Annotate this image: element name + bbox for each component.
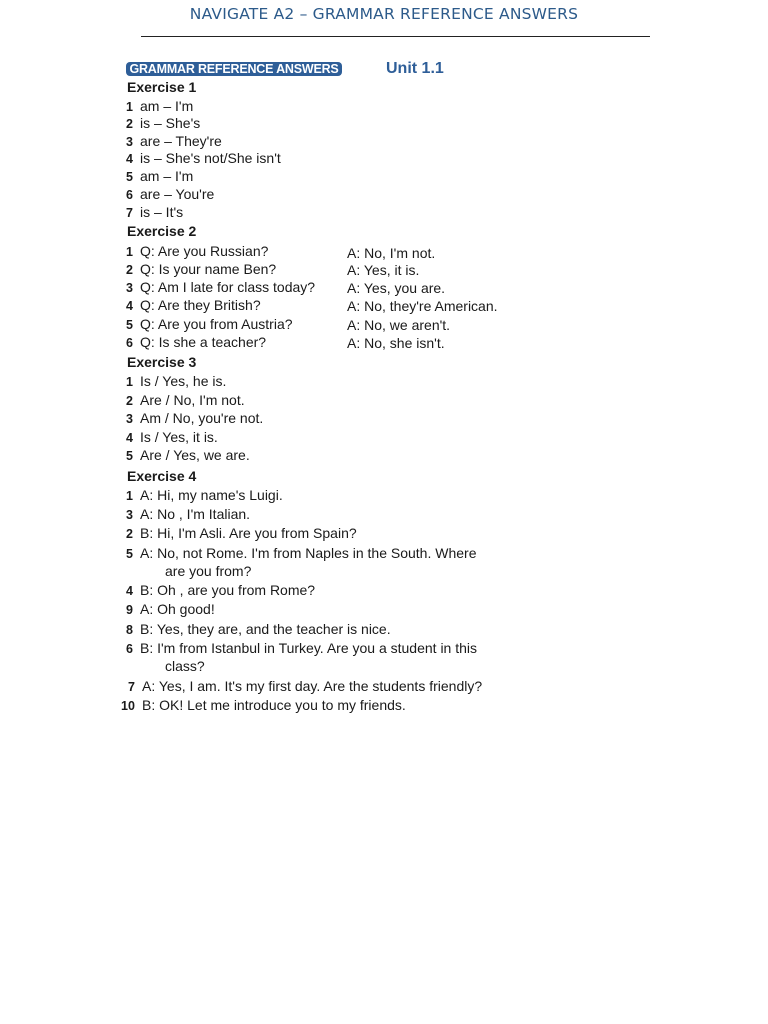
exercise-4-item: 2 B: Hi, I'm Asli. Are you from Spain?: [126, 525, 357, 541]
exercise-1-item: 4 is – She's not/She isn't: [126, 150, 281, 166]
exercise-2-item: 1 Q: Are you Russian? A: No, I'm not.: [126, 243, 436, 261]
exercise-1-title: Exercise 1: [127, 79, 197, 95]
exercise-3-item: 5 Are / Yes, we are.: [126, 447, 250, 463]
exercise-2-title: Exercise 2: [127, 223, 197, 239]
exercise-1-item: 2 is – She's: [126, 115, 201, 131]
exercise-4-item: 3 A: No , I'm Italian.: [126, 506, 251, 522]
exercise-4-item: 6 B: I'm from Istanbul in Turkey. Are you a student in this: [126, 640, 478, 656]
exercise-2-item: 3 Q: Am I late for class today? A: Yes, you are.: [126, 279, 446, 296]
exercise-4-item: 7 A: Yes, I am. It's my first day. Are the students friendly?: [128, 678, 483, 694]
exercise-2-item: 4 Q: Are they British? A: No, they're American.: [126, 297, 498, 314]
exercise-1-item: 5 am – I'm: [126, 168, 194, 184]
section-badge: GRAMMAR REFERENCE ANSWERS: [126, 62, 342, 76]
exercise-1-item: 7 is – It's: [126, 204, 184, 220]
exercise-4-item-continuation: class?: [165, 658, 205, 674]
exercise-2-item: 5 Q: Are you from Austria? A: No, we aren't.: [126, 316, 451, 333]
exercise-4-item: 10 B: OK! Let me introduce you to my friends.: [121, 697, 406, 713]
exercise-2-item: 6 Q: Is she a teacher? A: No, she isn't.: [126, 334, 445, 351]
exercise-3-item: 3 Am / No, you're not.: [126, 410, 264, 426]
exercise-3-item: 2 Are / No, I'm not.: [126, 392, 245, 408]
header-divider: [141, 36, 650, 37]
exercise-4-item: 4 B: Oh , are you from Rome?: [126, 582, 316, 598]
exercise-1-item: 1 am – I'm: [126, 98, 194, 114]
exercise-4-item: 8 B: Yes, they are, and the teacher is nice.: [126, 621, 391, 637]
exercise-3-item: 1 Is / Yes, he is.: [126, 373, 227, 389]
exercise-1-item: 3 are – They're: [126, 133, 222, 149]
exercise-1-item: 6 are – You're: [126, 186, 215, 202]
exercise-3-title: Exercise 3: [127, 354, 197, 370]
exercise-2-item: 2 Q: Is your name Ben? A: Yes, it is.: [126, 261, 420, 278]
exercise-4-title: Exercise 4: [127, 468, 197, 484]
exercise-4-item-continuation: are you from?: [165, 563, 252, 579]
page-header: NAVIGATE A2 – GRAMMAR REFERENCE ANSWERS: [189, 5, 579, 23]
exercise-3-item: 4 Is / Yes, it is.: [126, 429, 218, 445]
unit-title: Unit 1.1: [386, 60, 444, 77]
exercise-4-item: 1 A: Hi, my name's Luigi.: [126, 487, 283, 503]
exercise-4-item: 9 A: Oh good!: [126, 601, 215, 617]
exercise-4-item: 5 A: No, not Rome. I'm from Naples in the South. Where: [126, 545, 477, 561]
